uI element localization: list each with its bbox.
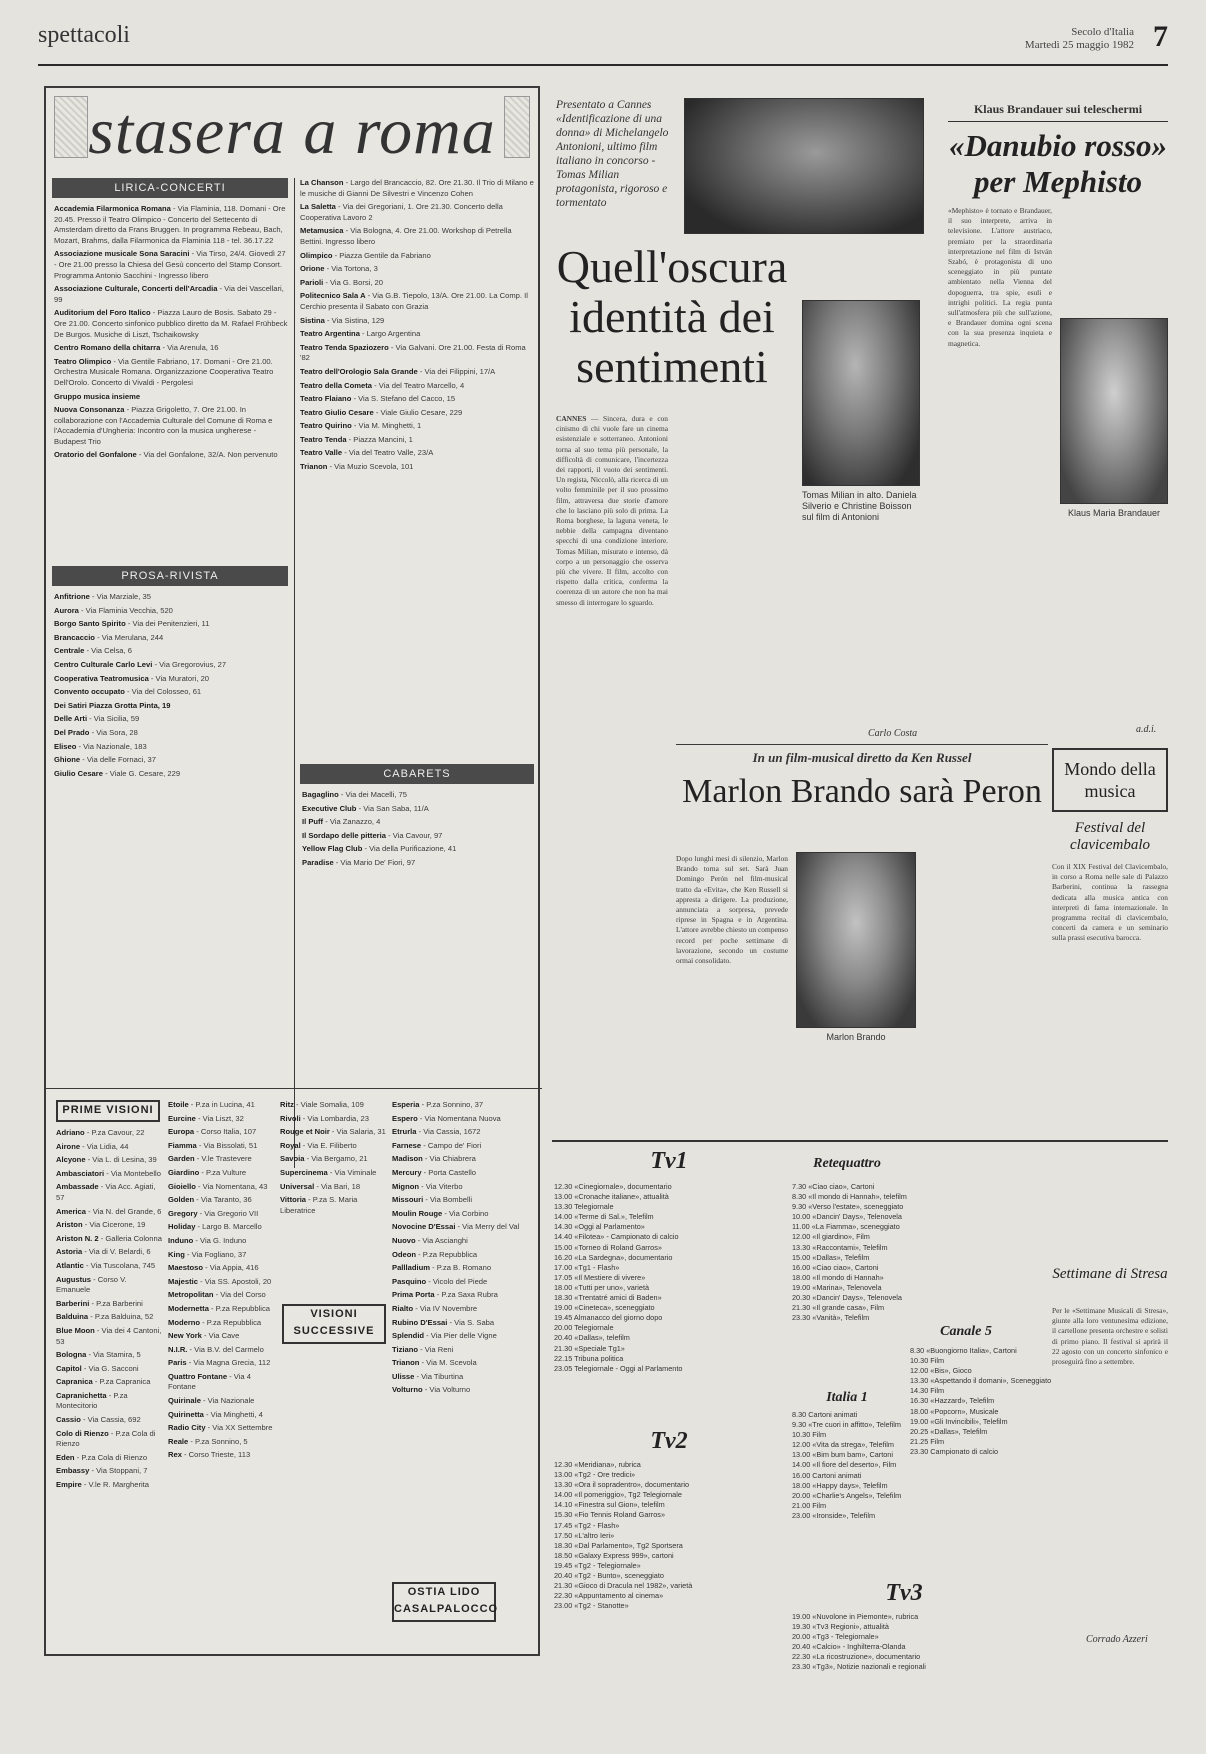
film-article-kicker: Presentato a Cannes «Identificazione di una donna» di Michelangelo Antonioni, ultimo film italiano in concorso - Tomas Milian protagonista, rigoroso e tormentato <box>556 99 669 209</box>
tv2-title: Tv2 <box>650 1428 688 1454</box>
venue-entry: Centrale - Via Celsa, 6 <box>54 646 132 656</box>
tv-programme: 23.00 «Tg2 - Stanotte» <box>554 1601 629 1611</box>
prime-visioni-column-3 <box>280 1100 386 1300</box>
venue-entry: Teatro Tenda Spaziozero - Via Galvani. Ore 21.00. Festa di Roma '82 <box>300 342 526 363</box>
venue-entry: Oratorio del Gonfalone - Via del Gonfalone, 32/A. Non pervenuto <box>54 450 278 460</box>
cinema-entry: Golden - Via Taranto, 36 <box>168 1195 252 1205</box>
category-prime-visioni: PRIME VISIONI <box>56 1100 160 1122</box>
stasera-a-roma-box <box>44 86 540 1656</box>
brando-kicker: In un film-musical diretto da Ken Russel <box>752 750 972 765</box>
venue-entry: Trianon - Via Muzio Scevola, 101 <box>300 462 414 472</box>
cinema-entry: Volturno - Via Volturno <box>392 1385 471 1395</box>
brandauer-article-text: «Mephisto» è tornato e Brandauer, il suo interprete, arriva in televisione. L'attore austriaco, premiato per la straordinaria interpretazione nel film di István Szabó, è protagonista di uno sceneggiato in più puntate ambientato nella Vienna del dopoguerra, tra spie, esuli e intrighi politici. La regia punta sull'atmosfera più che sull'azione, e Brandauer domina ogni scena con la sua presenza inquieta e magnetica. <box>948 206 1052 348</box>
tv-programme: 13.00 «Bim bum bam», Cartoni <box>792 1450 893 1460</box>
cinema-entry: Maestoso - Via Appia, 416 <box>168 1263 259 1273</box>
tv-programme: 12.30 «Meridiana», rubrica <box>554 1460 641 1469</box>
tv-programme: 13.00 «Tg2 - Ore tredici» <box>554 1470 636 1480</box>
cinema-entry: Quirinetta - Via Minghetti, 4 <box>168 1409 263 1419</box>
cinema-entry: Prima Porta - P.za Saxa Rubra <box>392 1290 498 1300</box>
cinema-entry: Barberini - P.za Barberini <box>56 1298 143 1308</box>
venue-entry: Eliseo - Via Nazionale, 183 <box>54 741 147 751</box>
venue-entry: Delle Arti - Via Sicilia, 59 <box>54 714 140 724</box>
cinema-entry: Moderno - P.za Repubblica <box>168 1317 262 1327</box>
cinema-entry: Balduina - P.za Balduina, 52 <box>56 1312 154 1322</box>
tv-programme: 23.30 Campionato di calcio <box>910 1446 999 1456</box>
tv-programme: 16.20 «La Sardegna», documentario <box>554 1252 673 1262</box>
venue-entry: Orione - Via Tortona, 3 <box>300 264 378 274</box>
tv-programme: 18.30 «Dal Parlamento», Tg2 Sportsera <box>554 1540 683 1550</box>
cinema-entry: Atlantic - Via Tuscolana, 745 <box>56 1260 156 1270</box>
tv-programme: 11.00 «La Fiamma», sceneggiato <box>792 1222 900 1232</box>
venue-entry: Bagaglino - Via dei Macelli, 75 <box>302 790 407 799</box>
listings-title: stasera a roma <box>88 95 496 168</box>
category-ostia-lido: OSTIA LIDO CASALPALOCCO <box>392 1582 496 1622</box>
tv-programme: 19.00 «Nuvolone in Piemonte», rubrica <box>792 1612 919 1621</box>
cinema-entry: Astoria - Via di V. Belardi, 6 <box>56 1247 151 1257</box>
lirica-concerti-column-2 <box>300 178 534 838</box>
cinema-entry: Augustus - Corso V. Emanuele <box>56 1274 127 1295</box>
venue-entry: Centro Romano della chitarra - Via Arenula, 16 <box>54 343 219 353</box>
retequattro-schedule <box>792 1182 907 1382</box>
tv-programme: 20.40 «Dallas», telefilm <box>554 1333 630 1343</box>
cinema-entry: Quattro Fontane - Via 4 Fontane <box>168 1371 251 1392</box>
cinema-entry: Ambasciatori - Via Montebello <box>56 1168 161 1178</box>
venue-entry: La Saletta - Via dei Gregoriani, 1. Ore 21.30. Concerto della Cooperativa Lavoro 2 <box>300 202 503 222</box>
venue-entry: Centro Culturale Carlo Levi - Via Gregorovius, 27 <box>54 659 227 669</box>
cinema-entry: Adriano - P.za Cavour, 22 <box>56 1128 145 1137</box>
venue-entry: Borgo Santo Spirito - Via dei Penitenzieri, 11 <box>54 619 210 629</box>
film-article-author: Carlo Costa <box>868 728 918 739</box>
cinema-entry: Gioiello - Via Nomentana, 43 <box>168 1181 268 1191</box>
tv-programme: 21.30 «Il grande casa», Film <box>792 1303 885 1313</box>
cinema-entry: Giardino - P.za Vulture <box>168 1167 247 1177</box>
cinema-entry: Pallladium - P.za B. Romano <box>392 1263 492 1273</box>
tv-programme: 16.30 «Hazzard», Telefilm <box>910 1396 995 1406</box>
cinema-entry: King - Via Fogliano, 37 <box>168 1249 247 1259</box>
tv-programme: 14.00 «Terme di Sal.», Telefilm <box>554 1212 654 1222</box>
tv-programme: 23.30 «Vanità», Telefilm <box>792 1313 870 1323</box>
venue-entry: Teatro dell'Orologio Sala Grande - Via dei Filippini, 17/A <box>300 366 496 376</box>
cinema-entry: Rex - Corso Trieste, 113 <box>168 1450 251 1460</box>
venue-entry: Associazione musicale Sona Saracini - Via Tirso, 24/4. Giovedì 27 - Ore 21.00 presso la Chiesa del Gesù concerto del Stamp Consort. Programma Antonio Sacchini - Ingresso libero <box>54 249 286 280</box>
cinema-entry: Royal - Via E. Filiberto <box>280 1140 357 1150</box>
cinema-entry: Rialto - Via IV Novembre <box>392 1303 478 1313</box>
venue-entry: Paradise - Via Mario De' Fiori, 97 <box>302 857 416 867</box>
tv-programme: 14.00 «Il pomeriggio», Tg2 Telegiornale <box>554 1490 682 1500</box>
cinema-entry: Rivoli - Via Lombardia, 23 <box>280 1113 369 1123</box>
cinema-entry: Vittoria - P.za S. Maria Liberatrice <box>280 1195 358 1215</box>
cinema-entry: Supercinema - Via Viminale <box>280 1167 377 1177</box>
cinema-entry: Universal - Via Bari, 18 <box>280 1181 361 1191</box>
tv-programme: 21.25 Film <box>910 1436 945 1446</box>
venue-entry: Anfitrione - Via Marziale, 35 <box>54 592 151 601</box>
tv-programme: 9.30 «Verso l'estate», sceneggiato <box>792 1202 904 1212</box>
tv-programme: 22.30 «Appuntamento al cinema» <box>554 1591 664 1601</box>
tv-programme: 14.10 «Finestra sul Gion», telefilm <box>554 1500 665 1510</box>
tv-programme: 17.00 «Tg1 - Flash» <box>554 1262 620 1272</box>
film-dateline: CANNES <box>556 414 587 423</box>
cinema-entry: Alcyone - Via L. di Lesina, 39 <box>56 1155 157 1165</box>
tv3-title: Tv3 <box>885 1580 923 1606</box>
film-article-body-col3 <box>804 536 920 726</box>
publication-name: Secolo d'Italia <box>1071 26 1134 38</box>
canale5-schedule <box>910 1346 1052 1570</box>
tv-programme: 20.30 «Dancin' Days», Telenovela <box>792 1293 902 1303</box>
venue-entry: Yellow Flag Club - Via della Purificazione, 41 <box>302 844 457 854</box>
cinema-entry: N.I.R. - Via B.V. del Carmelo <box>168 1344 264 1354</box>
cinema-entry: Ambassade - Via Acc. Agiati, 57 <box>56 1182 156 1202</box>
tv-programme: 19.00 «Gli Invincibili», Telefilm <box>910 1416 1008 1426</box>
tv-programme: 20.25 «Dallas», Telefilm <box>910 1426 988 1436</box>
tv-programme: 15.30 «Fio Tennis Roland Garros» <box>554 1510 666 1520</box>
cinema-entry: Savoia - Via Bergamo, 21 <box>280 1154 368 1164</box>
tv-programme: 20.40 «Tg2 - Bunto», sceneggiato <box>554 1571 664 1581</box>
brandauer-headline: «Danubio rosso» per Mephisto <box>949 128 1167 199</box>
cinema-entry: Blue Moon - Via dei 4 Cantoni, 53 <box>56 1325 162 1346</box>
tv-programme: 18.00 «Il mondo di Hannah» <box>792 1272 884 1282</box>
tv2-schedule <box>554 1460 786 1620</box>
brandauer-body-col2a <box>1060 206 1168 314</box>
brando-photo-caption: Marlon Brando <box>826 1032 886 1042</box>
cinema-entry: Esperia - P.za Sonnino, 37 <box>392 1100 484 1109</box>
settimane-stresa-heading: Settimane di Stresa <box>1052 1266 1168 1282</box>
section-divider <box>46 1088 542 1089</box>
italia1-schedule <box>792 1410 902 1570</box>
cinema-entry: Etrurla - Via Cassia, 1672 <box>392 1127 481 1137</box>
publication-date: Martedì 25 maggio 1982 <box>1024 39 1134 51</box>
brandauer-author: a.d.i. <box>1136 724 1157 735</box>
visioni-successive-column <box>280 1350 386 1650</box>
cinema-entry: Eurcine - Via Liszt, 32 <box>168 1113 244 1123</box>
festival-clavicembalo-heading: Festival del clavicembalo <box>1070 820 1150 853</box>
tv-programme: 21.30 «Speciale Tg1» <box>554 1343 625 1353</box>
prime-visioni-column-4 <box>392 1100 536 1630</box>
cinema-entry: Empire - V.le R. Margherita <box>56 1480 149 1490</box>
tv3-schedule <box>792 1612 1024 1672</box>
venue-entry: Teatro Olimpico - Via Gentile Fabriano, 17. Domani - Ore 21.00. Orchestra Musicale Romana. Organizzazione Cooperativa Teatro Dell'Orolo. Concerto di Vivaldi - Pergolesi <box>54 356 274 387</box>
category-visioni-successive: VISIONI SUCCESSIVE <box>282 1304 386 1344</box>
cinema-entry: Espero - Via Nomentana Nuova <box>392 1113 501 1123</box>
section-name: spettacoli <box>38 22 130 48</box>
cinema-entry: Madison - Via Chiabrera <box>392 1154 476 1164</box>
cinema-entry: Novocine D'Essai - Via Merry del Val <box>392 1222 520 1232</box>
venue-entry: Teatro Valle - Via del Teatro Valle, 23/A <box>300 448 434 458</box>
film-article-body-col1: CANNES — Sincera, dura e con cinismo di chi vuole fare un cinema esistenziale e sotterraneo. Antonioni torna al suo tema più personale, la difficoltà di comunicare, l'incertezza dei rapporti, il vuoto dei sentimenti. Un regista, Niccolò, alla ricerca di un volto femminile per il suo prossimo film, attraversa due storie d'amore che lo lasciano più solo di prima. La Roma borghese, la laguna veneta, le nebbie della campagna diventano specchi di una condizione interiore. Tomas Milian, misurato e intenso, dà corpo a un personaggio che osserva più che vivere. Il film, accolto con rispetto dalla critica, conferma la coerenza di un autore che non ha mai smesso di interrogare lo sguardo. <box>556 414 668 607</box>
cinema-entry: Majestic - Via SS. Apostoli, 20 <box>168 1276 272 1286</box>
cinema-entry: Fiamma - Via Bissolati, 51 <box>168 1140 258 1150</box>
venue-entry: La Chanson - Largo del Brancaccio, 82. Ore 21.30. Il Trio di Milano e le musiche di Gianni De Silvestri e Vincenzo Cohen <box>300 178 534 198</box>
cinema-entry: Gregory - Via Gregorio VII <box>168 1208 259 1218</box>
tv-programme: 23.30 «Tg3», Notizie nazionali e regionali <box>792 1662 926 1672</box>
tv-programme: 7.30 «Ciao ciao», Cartoni <box>792 1182 875 1191</box>
cinema-entry: Embassy - Via Stoppani, 7 <box>56 1466 148 1476</box>
cabarets-column <box>302 790 534 1090</box>
venue-entry: Teatro della Cometa - Via del Teatro Marcello, 4 <box>300 380 465 390</box>
film-article-body-col2 <box>676 414 794 734</box>
tv-programme: 23.05 Telegiornale - Oggi al Parlamento <box>554 1363 683 1373</box>
cinema-entry: Reale - P.za Sonnino, 5 <box>168 1436 248 1446</box>
tv-programme: 14.00 «Il fiore del deserto», Film <box>792 1460 897 1470</box>
tv-programme: 12.30 «Cinegiornale», documentario <box>554 1182 672 1191</box>
tv-listings <box>552 1140 1168 1672</box>
cinema-entry: Modernetta - P.za Repubblica <box>168 1303 271 1313</box>
tv-programme: 12.00 «Vita da strega», Telefilm <box>792 1440 894 1450</box>
venue-entry: Executive Club - Via San Saba, 11/A <box>302 803 429 813</box>
tv-programme: 22.15 Tribuna politica <box>554 1353 624 1363</box>
cinema-entry: Bologna - Via Stamira, 5 <box>56 1350 141 1360</box>
tv-programme: 20.00 Telegiornale <box>554 1323 614 1333</box>
tv-programme: 13.30 «Ora il sopradentro», documentario <box>554 1480 690 1490</box>
cinema-entry: Metropolitan - Via del Corso <box>168 1290 266 1300</box>
film-article-headline: Quell'oscura identità dei sentimenti <box>556 241 788 392</box>
cinema-entry: Induno - Via G. Induno <box>168 1235 247 1245</box>
cinema-entry: Ulisse - Via Tiburtina <box>392 1371 464 1381</box>
tv-programme: 21.30 «Gioco di Dracula nel 1982», varietà <box>554 1581 693 1591</box>
tv-programme: 20.00 «Charlie's Angels», Telefilm <box>792 1490 902 1500</box>
cinema-entry: Nuovo - Via Ascianghi <box>392 1235 468 1245</box>
prosa-rivista-column <box>54 592 288 1082</box>
tv-programme: 10.30 Film <box>910 1356 945 1366</box>
cinema-entry: Ariston N. 2 - Galleria Colonna <box>56 1233 162 1243</box>
venue-entry: Accademia Filarmonica Romana - Via Flaminia, 118. Domani - Ore 20.45. Presso il Teatro Olimpico - Concerto del Settecento di Amsterdam diretto da Frans Bruggen. In programma Rebeau, Bach, Mozart, Brahms, dalla Filarmonica da Flaminia 118 - tel. 36.17.22 <box>54 204 286 245</box>
cinema-entry: Rubino D'Essai - Via S. Saba <box>392 1317 495 1327</box>
cinema-entry: Colo di Rienzo - P.za Cola di Rienzo <box>56 1428 156 1449</box>
cinema-entry: Capitol - Via G. Sacconi <box>56 1363 139 1373</box>
tv-programme: 19.00 «Marina», Telenovela <box>792 1282 882 1292</box>
running-head <box>38 20 1168 66</box>
prime-visioni-column-1 <box>56 1128 162 1648</box>
music-author: Corrado Azzeri <box>1086 1634 1148 1645</box>
cinema-entry: Rouge et Noir - Via Salaria, 31 <box>280 1127 386 1137</box>
cinema-entry: Etoile - P.za in Lucina, 41 <box>168 1100 255 1109</box>
venue-entry: Metamusica - Via Bologna, 4. Ore 21.00. Workshop di Petrella Bettini. Ingresso libero <box>300 226 512 246</box>
tv-programme: 13.00 «Cronache italiane», attualità <box>554 1192 669 1202</box>
tv-programme: 20.00 «Tg3 - Telegiornale» <box>792 1632 879 1642</box>
tv-programme: 23.00 «Ironside», Telefilm <box>792 1510 876 1520</box>
venue-entry: Cooperativa Teatromusica - Via Muratori, 20 <box>54 673 210 683</box>
tv-programme: 18.00 «Happy days», Telefilm <box>792 1480 888 1490</box>
cinema-entry: Europa - Corso Italia, 107 <box>168 1127 257 1137</box>
tv-programme: 16.00 «Ciao ciao», Cartoni <box>792 1262 879 1272</box>
cinema-entry: Paris - Via Magna Grecia, 112 <box>168 1358 271 1368</box>
tv-programme: 17.05 «Il Mestiere di vivere» <box>554 1272 646 1282</box>
tomas-milian-photo <box>684 98 924 234</box>
venue-entry: Teatro Tenda - Piazza Mancini, 1 <box>300 434 413 444</box>
cinema-entry: New York - Via Cave <box>168 1331 240 1341</box>
cinema-entry: Capranichetta - P.za Montecitorio <box>56 1390 128 1411</box>
cinema-entry: Capranica - P.za Capranica <box>56 1377 151 1387</box>
brando-headline: Marlon Brando sarà Peron <box>682 773 1042 810</box>
tv-programme: 14.40 «Filotea» - Campionato di calcio <box>554 1232 679 1242</box>
venue-entry: Teatro Giulio Cesare - Viale Giulio Cesare, 229 <box>300 407 463 417</box>
tv-programme: 19.30 «Tv3 Regioni», attualità <box>792 1622 889 1632</box>
tv-programme: 13.30 «Aspettando il domani», Sceneggiato <box>910 1376 1052 1386</box>
cinema-entry: Eden - P.za Cola di Rienzo <box>56 1452 148 1462</box>
cinema-entry: Mercury - Porta Castello <box>392 1167 476 1177</box>
venue-entry: Associazione Culturale, Concerti dell'Arcadia - Via dei Vascellari, 99 <box>54 284 284 304</box>
tv-programme: 12.00 «Bis», Gioco <box>910 1366 972 1376</box>
film-photo-caption: Tomas Milian in alto. Daniela Silverio e Christine Boisson sul film di Antonioni <box>802 490 917 522</box>
tv-programme: 16.00 Cartoni animati <box>792 1470 862 1480</box>
venue-entry: Nuova Consonanza - Piazza Grigoletto, 7. Ore 21.00. In collaborazione con l'Accademia Culturale del Comune di Roma e l'Accademia d'Ungheria: Incontro con la musica ungherese - Budapest Trio <box>54 405 273 446</box>
marlon-brando-photo <box>796 852 916 1028</box>
cinema-entry: America - Via N. del Grande, 6 <box>56 1206 162 1216</box>
brandauer-body-col1 <box>948 206 1052 736</box>
venue-entry: Teatro Argentina - Largo Argentina <box>300 329 421 339</box>
tv-programme: 9.30 «Tre cuori in affitto», Telefilm <box>792 1420 901 1430</box>
cinema-entry: Radio City - Via XX Settembre <box>168 1423 273 1433</box>
brando-rule <box>676 744 1048 745</box>
brando-article-text: Dopo lunghi mesi di silenzio, Marlon Brando torna sul set. Sarà Juan Domingo Perón nel film-musical tratto da «Evita», che Ken Russell si appresta a dirigere. La produzione, annunciata a sorpresa, prevede riprese in Spagna e in Argentina. L'attore avrebbe chiesto un compenso record per poche settimane di lavorazione, secondo un costume ormai consolidato. <box>676 854 788 966</box>
tv-programme: 10.30 Film <box>792 1430 827 1440</box>
mondo-della-musica-box: Mondo della musica <box>1052 748 1168 812</box>
venue-entry: Politecnico Sala A - Via G.B. Tiepolo, 13/A. Ore 21.00. La Comp. Il Cerchio presenta il Sabato con Grazia <box>300 291 528 311</box>
venue-entry: Il Puff - Via Zanazzo, 4 <box>302 817 381 827</box>
category-prosa-rivista: PROSA-RIVISTA <box>52 566 288 586</box>
cinema-entry: Missouri - Via Bombelli <box>392 1195 473 1205</box>
cinema-entry: Garden - V.le Trastevere <box>168 1154 252 1164</box>
retequattro-title: Retequattro <box>813 1156 881 1171</box>
cinema-entry: Ariston - Via Cicerone, 19 <box>56 1220 146 1230</box>
music-text-1: Con il XIX Festival del Clavicembalo, in corso a Roma nelle sale di Palazzo Barberini, continua la rassegna dedicata alla musica antica con interpreti di fama internazionale. In programma recital di clavicembalo, concerti da camera e un seminario sulla prassi esecutiva barocca. <box>1052 862 1168 943</box>
brandauer-kicker: Klaus Brandauer sui teleschermi <box>948 102 1168 122</box>
tv-programme: 13.30 «Raccontami», Telefilm <box>792 1242 888 1252</box>
prime-visioni-column-2 <box>168 1100 274 1648</box>
tv-programme: 18.00 «Tutti per uno», varietà <box>554 1282 650 1292</box>
venue-entry: Gruppo musica insieme <box>54 391 141 401</box>
venue-entry: Auditorium del Foro Italico - Piazza Lauro de Bosis. Sabato 29 - Ore 21.00. Concerto sinfonico pubblico diretto da M. Rafael Frühbeck De Burgos. Musiche di Liszt, Tschaikowsky <box>54 308 288 339</box>
venue-entry: Convento occupato - Via del Colosseo, 61 <box>54 687 202 697</box>
venue-entry: Parioli - Via G. Borsi, 20 <box>300 277 384 287</box>
tv-programme: 8.30 «Il mondo di Hannah», telefilm <box>792 1192 907 1202</box>
canale5-title: Canale 5 <box>940 1324 992 1339</box>
cinema-entry: Pasquino - Vicolo del Piede <box>392 1276 488 1286</box>
silverio-boisson-photo <box>802 300 920 486</box>
tv-programme: 18.50 «Galaxy Express 999», cartoni <box>554 1550 674 1560</box>
cinema-entry: Airone - Via Lidia, 44 <box>56 1141 129 1151</box>
venue-entry: Il Sordapo delle pitteria - Via Cavour, 97 <box>302 830 443 840</box>
tv-programme: 12.00 «Il giardino», Film <box>792 1232 870 1242</box>
cinema-entry: Tiziano - Via Reni <box>392 1344 454 1354</box>
tv-programme: 8.30 Cartoni animati <box>792 1410 858 1419</box>
tv-programme: 10.00 «Dancin' Days», Telenovela <box>792 1212 902 1222</box>
venue-entry: Teatro Quirino - Via M. Minghetti, 1 <box>300 421 422 431</box>
cinema-entry: Cassio - Via Cassia, 692 <box>56 1415 141 1425</box>
tv-programme: 18.30 «Trentatré amici di Baden» <box>554 1293 662 1303</box>
tv-programme: 21.00 Film <box>792 1500 827 1510</box>
brandauer-body-col2b <box>1060 522 1168 722</box>
tv-programme: 19.00 «Cineteca», sceneggiato <box>554 1303 655 1313</box>
music-text-2: Per le «Settimane Musicali di Stresa», giunte alla loro ventunesima edizione, il cartellone presenta orchestre e solisti di primo piano. Il festival si aprirà il 22 agosto con un concerto sinfonico e proseguirà fino a settembre. <box>1052 1306 1168 1367</box>
tv-programme: 14.30 «Oggi al Parlamento» <box>554 1222 645 1232</box>
category-lirica-concerti: LIRICA-CONCERTI <box>52 178 288 198</box>
cinema-entry: Holiday - Largo B. Marcello <box>168 1222 262 1232</box>
venue-entry: Sistina - Via Sistina, 129 <box>300 315 385 325</box>
venue-entry: Teatro Flaiano - Via S. Stefano del Cacco, 15 <box>300 394 456 404</box>
venue-entry: Dei Satiri Piazza Grotta Pinta, 19 <box>54 700 171 710</box>
brando-body-col2 <box>924 852 1044 1132</box>
column-rule <box>294 178 295 1168</box>
tv-programme: 20.40 «Calcio» - Inghilterra-Olanda <box>792 1642 906 1652</box>
venue-entry: Olimpico - Piazza Gentile da Fabriano <box>300 250 431 260</box>
tv-programme: 22.30 «La ricostruzione», documentario <box>792 1652 921 1662</box>
cinema-entry: Splendid - Via Pier delle Vigne <box>392 1331 497 1341</box>
tv1-title: Tv1 <box>650 1148 688 1174</box>
tv-programme: 19.45 Almanacco del giorno dopo <box>554 1313 663 1323</box>
cinema-entry: Farnese - Campo de' Fiori <box>392 1140 482 1150</box>
tv-programme: 14.30 Film <box>910 1386 945 1396</box>
page-number: 7 <box>1153 20 1168 53</box>
cinema-entry: Mignon - Via Viterbo <box>392 1181 463 1191</box>
tv-programme: 18.00 «Popcorn», Musicale <box>910 1406 999 1416</box>
brando-body-col1 <box>676 854 788 1134</box>
tv-programme: 19.45 «Tg2 - Telegiornale» <box>554 1560 641 1570</box>
cinema-entry: Trianon - Via M. Scevola <box>392 1358 477 1368</box>
tv-programme: 17.50 «L'altro Ieri» <box>554 1530 615 1540</box>
venue-entry: Giulio Cesare - Viale G. Cesare, 229 <box>54 768 181 778</box>
cinema-entry: Moulin Rouge - Via Corbino <box>392 1208 489 1218</box>
cinema-entry: Odeon - P.za Repubblica <box>392 1249 478 1259</box>
film-article-text: Sincera, dura e con cinismo di chi vuole fare un cinema esistenziale e sotterraneo. Antonioni torna al suo tema più personale, la difficoltà di comunicare, l'incertezza dei rapporti, il vuoto dei sentimenti. Un regista, Niccolò, alla ricerca di un volto femminile per il suo prossimo film, attraversa due storie d'amore che lo lasciano più solo di prima. La Roma borghese, la laguna veneta, le nebbie della campagna diventano specchi di una condizione interiore. Tomas Milian, misurato e intenso, dà corpo a un personaggio che osserva più che vivere. Il film, accolto con rispetto dalla critica, conferma la coerenza di un autore che non ha mai smesso di interrogare lo sguardo. <box>556 414 668 607</box>
cinema-entry: Quirinale - Via Nazionale <box>168 1396 255 1406</box>
tv-programme: 8.30 «Buongiorno Italia», Cartoni <box>910 1346 1017 1355</box>
italia1-title: Italia 1 <box>826 1390 868 1405</box>
brandauer-photo-caption: Klaus Maria Brandauer <box>1067 508 1161 518</box>
tv1-schedule <box>554 1182 786 1382</box>
venue-entry: Del Prado - Via Sora, 28 <box>54 727 138 737</box>
tv-programme: 15.00 «Dallas», Telefilm <box>792 1252 870 1262</box>
tv-programme: 13.30 Telegiornale <box>554 1202 614 1212</box>
category-cabarets: CABARETS <box>300 764 534 784</box>
venue-entry: Aurora - Via Flaminia Vecchia, 520 <box>54 605 173 615</box>
tv-programme: 15.00 «Torneo di Roland Garros» <box>554 1242 662 1252</box>
brandauer-photo <box>1060 318 1168 504</box>
tv-programme: 17.45 «Tg2 - Flash» <box>554 1520 620 1530</box>
venue-entry: Ghione - Via delle Fornaci, 37 <box>54 755 156 765</box>
publication-info <box>1025 26 1134 52</box>
cinema-entry: Ritz - Viale Somalia, 109 <box>280 1100 364 1109</box>
venue-entry: Brancaccio - Via Merulana, 244 <box>54 632 164 642</box>
